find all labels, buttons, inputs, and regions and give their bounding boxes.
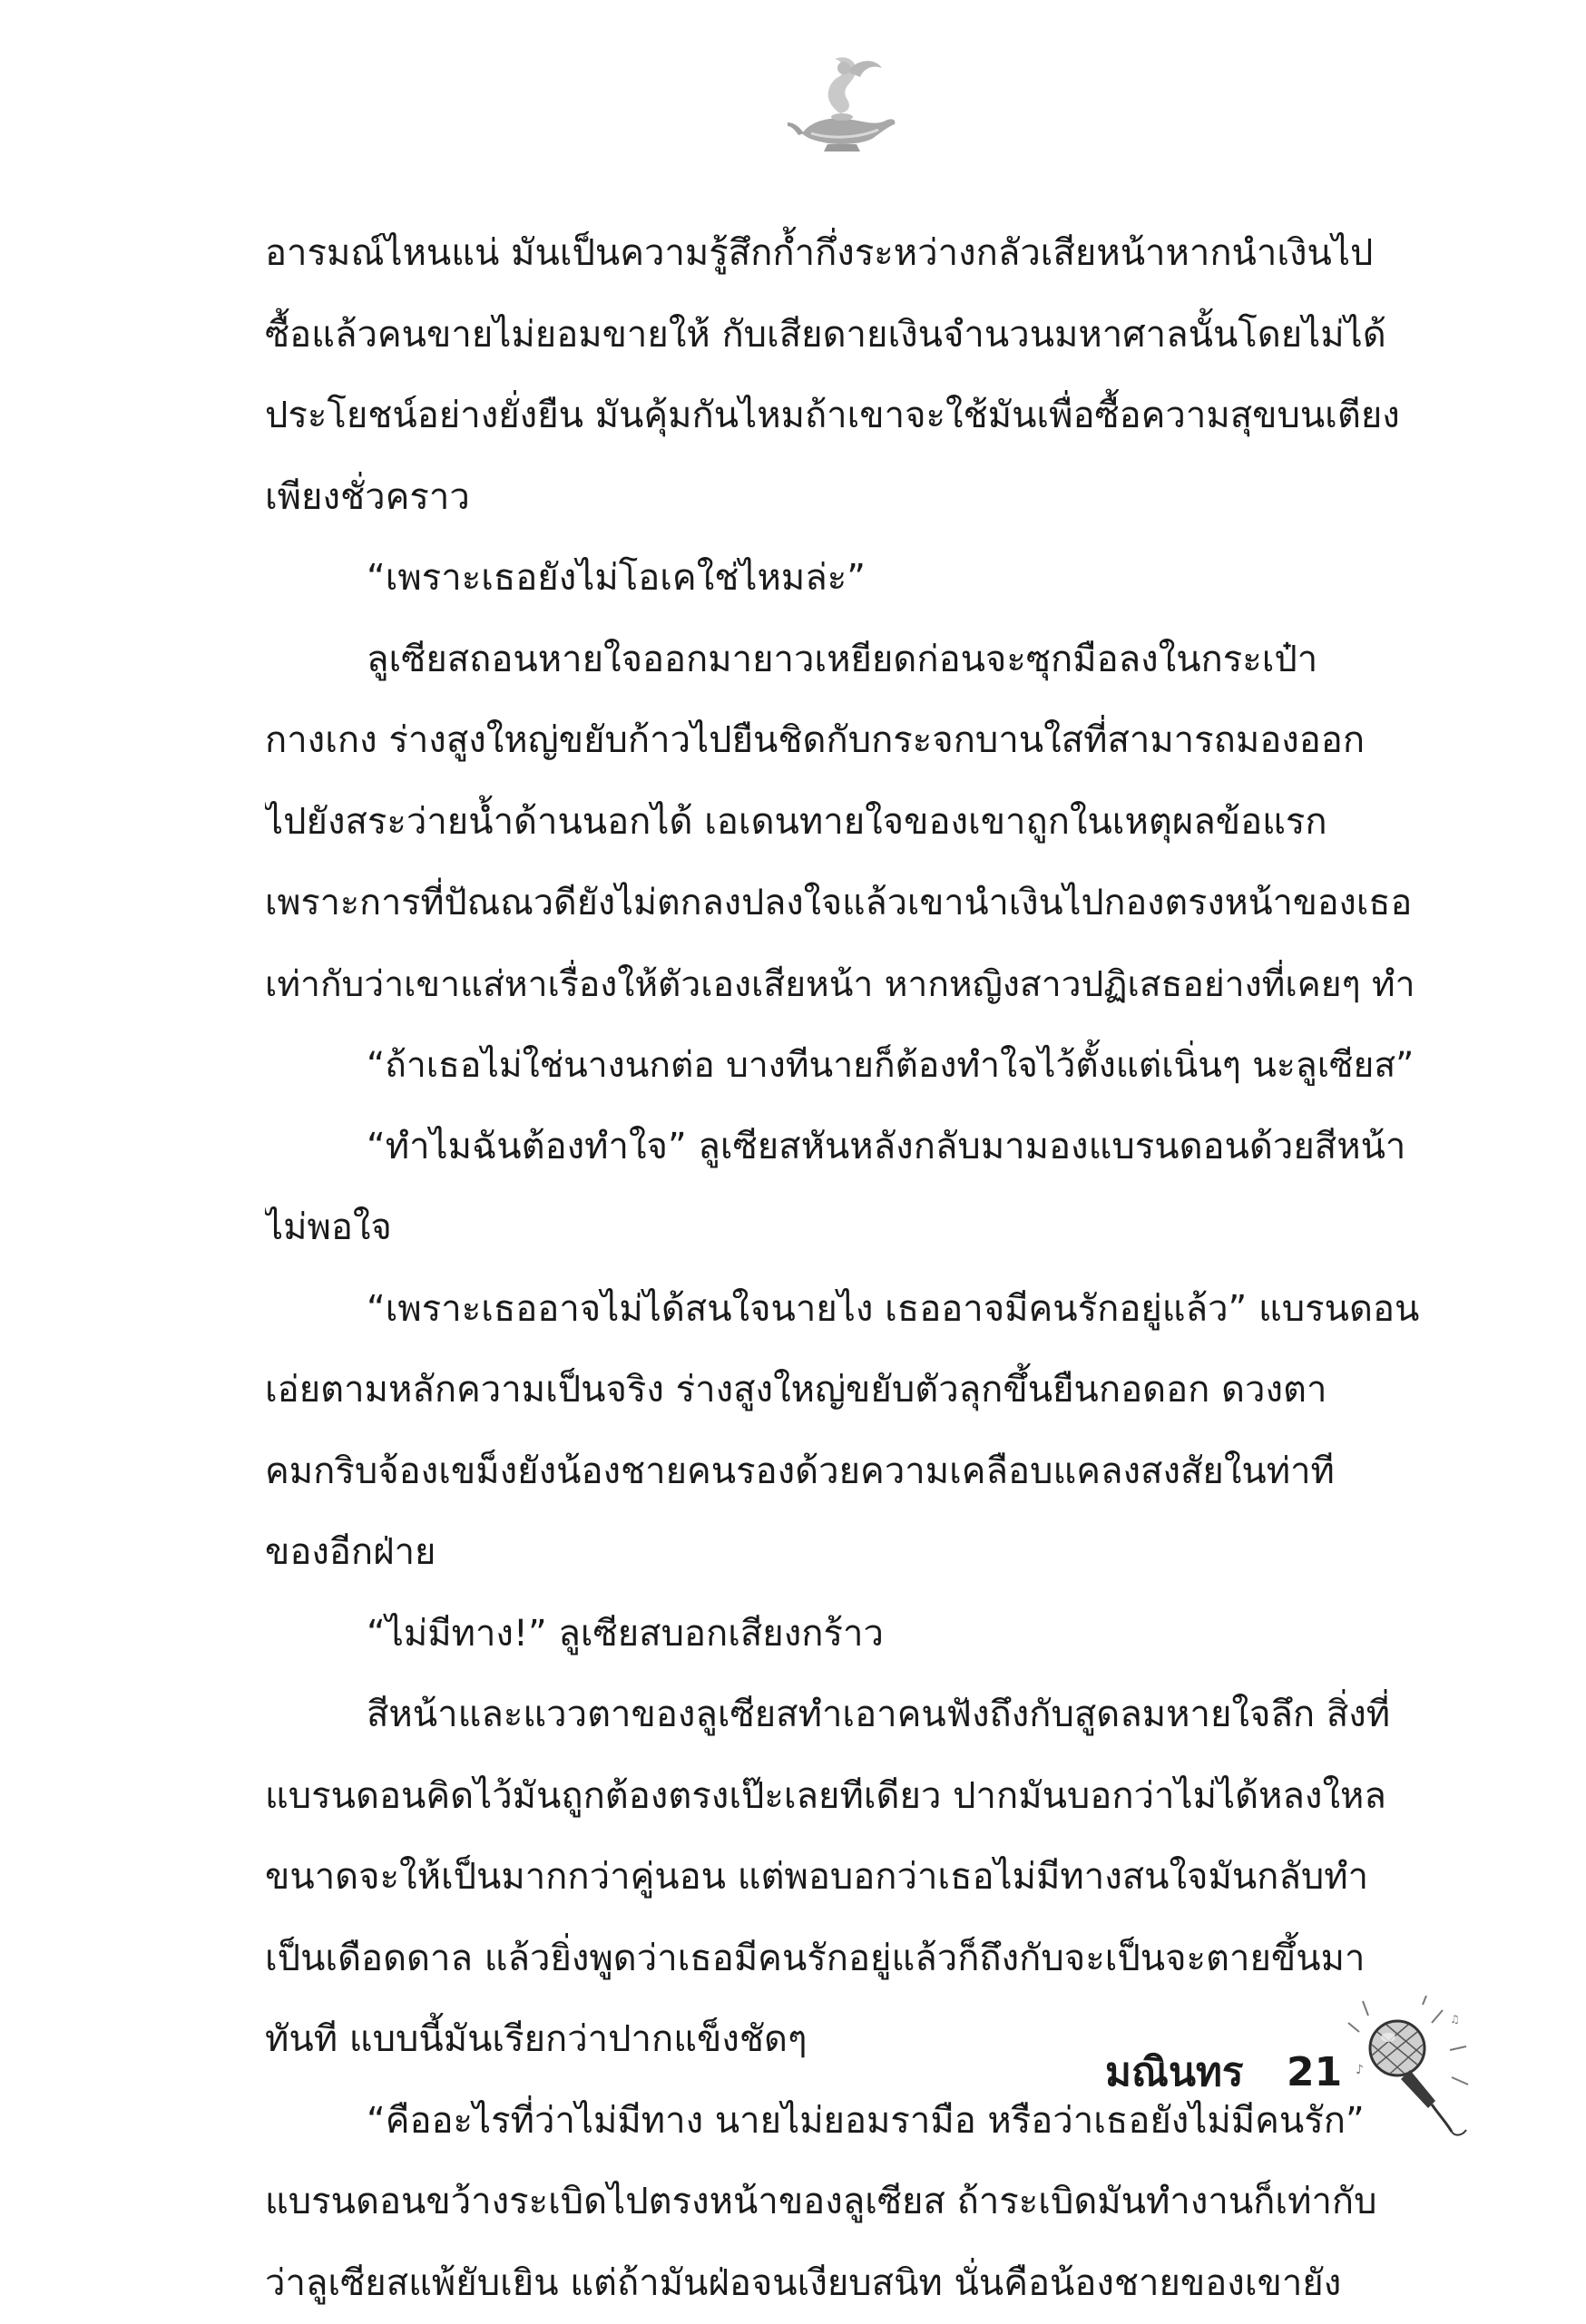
text-line: ลูเซียสถอนหายใจออกมายาวเหยียดก่อนจะซุกมือลงในกระเป๋า bbox=[265, 620, 1426, 701]
text-line: “ไม่มีทาง!” ลูเซียสบอกเสียงกร้าว bbox=[265, 1594, 1426, 1675]
text-line: “ทำไมฉันต้องทำใจ” ลูเซียสหันหลังกลับมามองแบรนดอนด้วยสีหน้า bbox=[265, 1107, 1426, 1188]
text-line: แบรนดอนขว้างระเบิดไปตรงหน้าของลูเซียส ถ้าระเบิดมันทำงานก็เท่ากับ bbox=[265, 2162, 1426, 2243]
text-line: “ถ้าเธอไม่ใช่นางนกต่อ บางทีนายก็ต้องทำใจไว้ตั้งแต่เนิ่นๆ นะลูเซียส” bbox=[265, 1025, 1426, 1107]
text-line: เพราะการที่ปัณณวดียังไม่ตกลงปลงใจแล้วเขานำเงินไปกองตรงหน้าของเธอ bbox=[265, 863, 1426, 944]
microphone-icon bbox=[1341, 1996, 1477, 2141]
svg-text:♪: ♪ bbox=[1356, 2063, 1364, 2077]
text-line: ซื้อแล้วคนขายไม่ยอมขายให้ กับเสียดายเงินจำนวนมหาศาลนั้นโดยไม่ได้ bbox=[265, 295, 1426, 376]
text-line: เท่ากับว่าเขาแส่หาเรื่องให้ตัวเองเสียหน้า หากหญิงสาวปฏิเสธอย่างที่เคยๆ ทำ bbox=[265, 944, 1426, 1026]
text-line: ขนาดจะให้เป็นมากกว่าคู่นอน แต่พอบอกว่าเธอไม่มีทางสนใจมันกลับทำ bbox=[265, 1837, 1426, 1919]
text-line: “เพราะเธอยังไม่โอเคใช่ไหมล่ะ” bbox=[265, 538, 1426, 620]
body-text bbox=[265, 213, 1426, 2324]
text-line: แบรนดอนคิดไว้มันถูกต้องตรงเป๊ะเลยทีเดียว ปากมันบอกว่าไม่ได้หลงใหล bbox=[265, 1756, 1426, 1838]
text-line: สีหน้าและแววตาของลูเซียสทำเอาคนฟังถึงกับสูดลมหายใจลึก สิ่งที่ bbox=[265, 1675, 1426, 1756]
svg-text:♫: ♫ bbox=[1450, 2013, 1460, 2026]
text-line: เอ่ยตามหลักความเป็นจริง ร่างสูงใหญ่ขยับตัวลุกขึ้นยืนกอดอก ดวงตา bbox=[265, 1350, 1426, 1431]
text-line: ไม่พอใจ bbox=[265, 1187, 1426, 1269]
text-line: ของอีกฝ่าย bbox=[265, 1512, 1426, 1594]
text-line: เพียงชั่วคราว bbox=[265, 457, 1426, 539]
page-number: 21 bbox=[1287, 2046, 1342, 2100]
text-line: ว่าลูเซียสแพ้ยับเยิน แต่ถ้ามันฝ่อจนเงียบสนิท นั่นคือน้องชายของเขายัง bbox=[265, 2243, 1426, 2324]
text-line: กางเกง ร่างสูงใหญ่ขยับก้าวไปยืนชิดกับกระจกบานใสที่สามารถมองออก bbox=[265, 700, 1426, 782]
genie-lamp-icon bbox=[784, 50, 902, 159]
text-line: “คืออะไรที่ว่าไม่มีทาง นายไม่ยอมรามือ หรือว่าเธอยังไม่มีคนรัก” bbox=[265, 2081, 1426, 2163]
author-name: มณินทร bbox=[1105, 2046, 1244, 2100]
text-line: ทันที แบบนี้มันเรียกว่าปากแข็งชัดๆ bbox=[265, 1999, 1426, 2081]
text-line: คมกริบจ้องเขม็งยังน้องชายคนรองด้วยความเคลือบแคลงสงสัยในท่าที bbox=[265, 1431, 1426, 1513]
text-line: ไปยังสระว่ายน้ำด้านนอกได้ เอเดนทายใจของเขาถูกในเหตุผลข้อแรก bbox=[265, 782, 1426, 864]
text-line: เป็นเดือดดาล แล้วยิ่งพูดว่าเธอมีคนรักอยู่แล้วก็ถึงกับจะเป็นจะตายขึ้นมา bbox=[265, 1919, 1426, 2000]
text-line: ประโยชน์อย่างยั่งยืน มันคุ้มกันไหมถ้าเขาจะใช้มันเพื่อซื้อความสุขบนเตียง bbox=[265, 376, 1426, 457]
text-line: “เพราะเธออาจไม่ได้สนใจนายไง เธออาจมีคนรักอยู่แล้ว” แบรนดอน bbox=[265, 1269, 1426, 1351]
text-line: อารมณ์ไหนแน่ มันเป็นความรู้สึกก้ำกึ่งระหว่างกลัวเสียหน้าหากนำเงินไป bbox=[265, 213, 1426, 295]
